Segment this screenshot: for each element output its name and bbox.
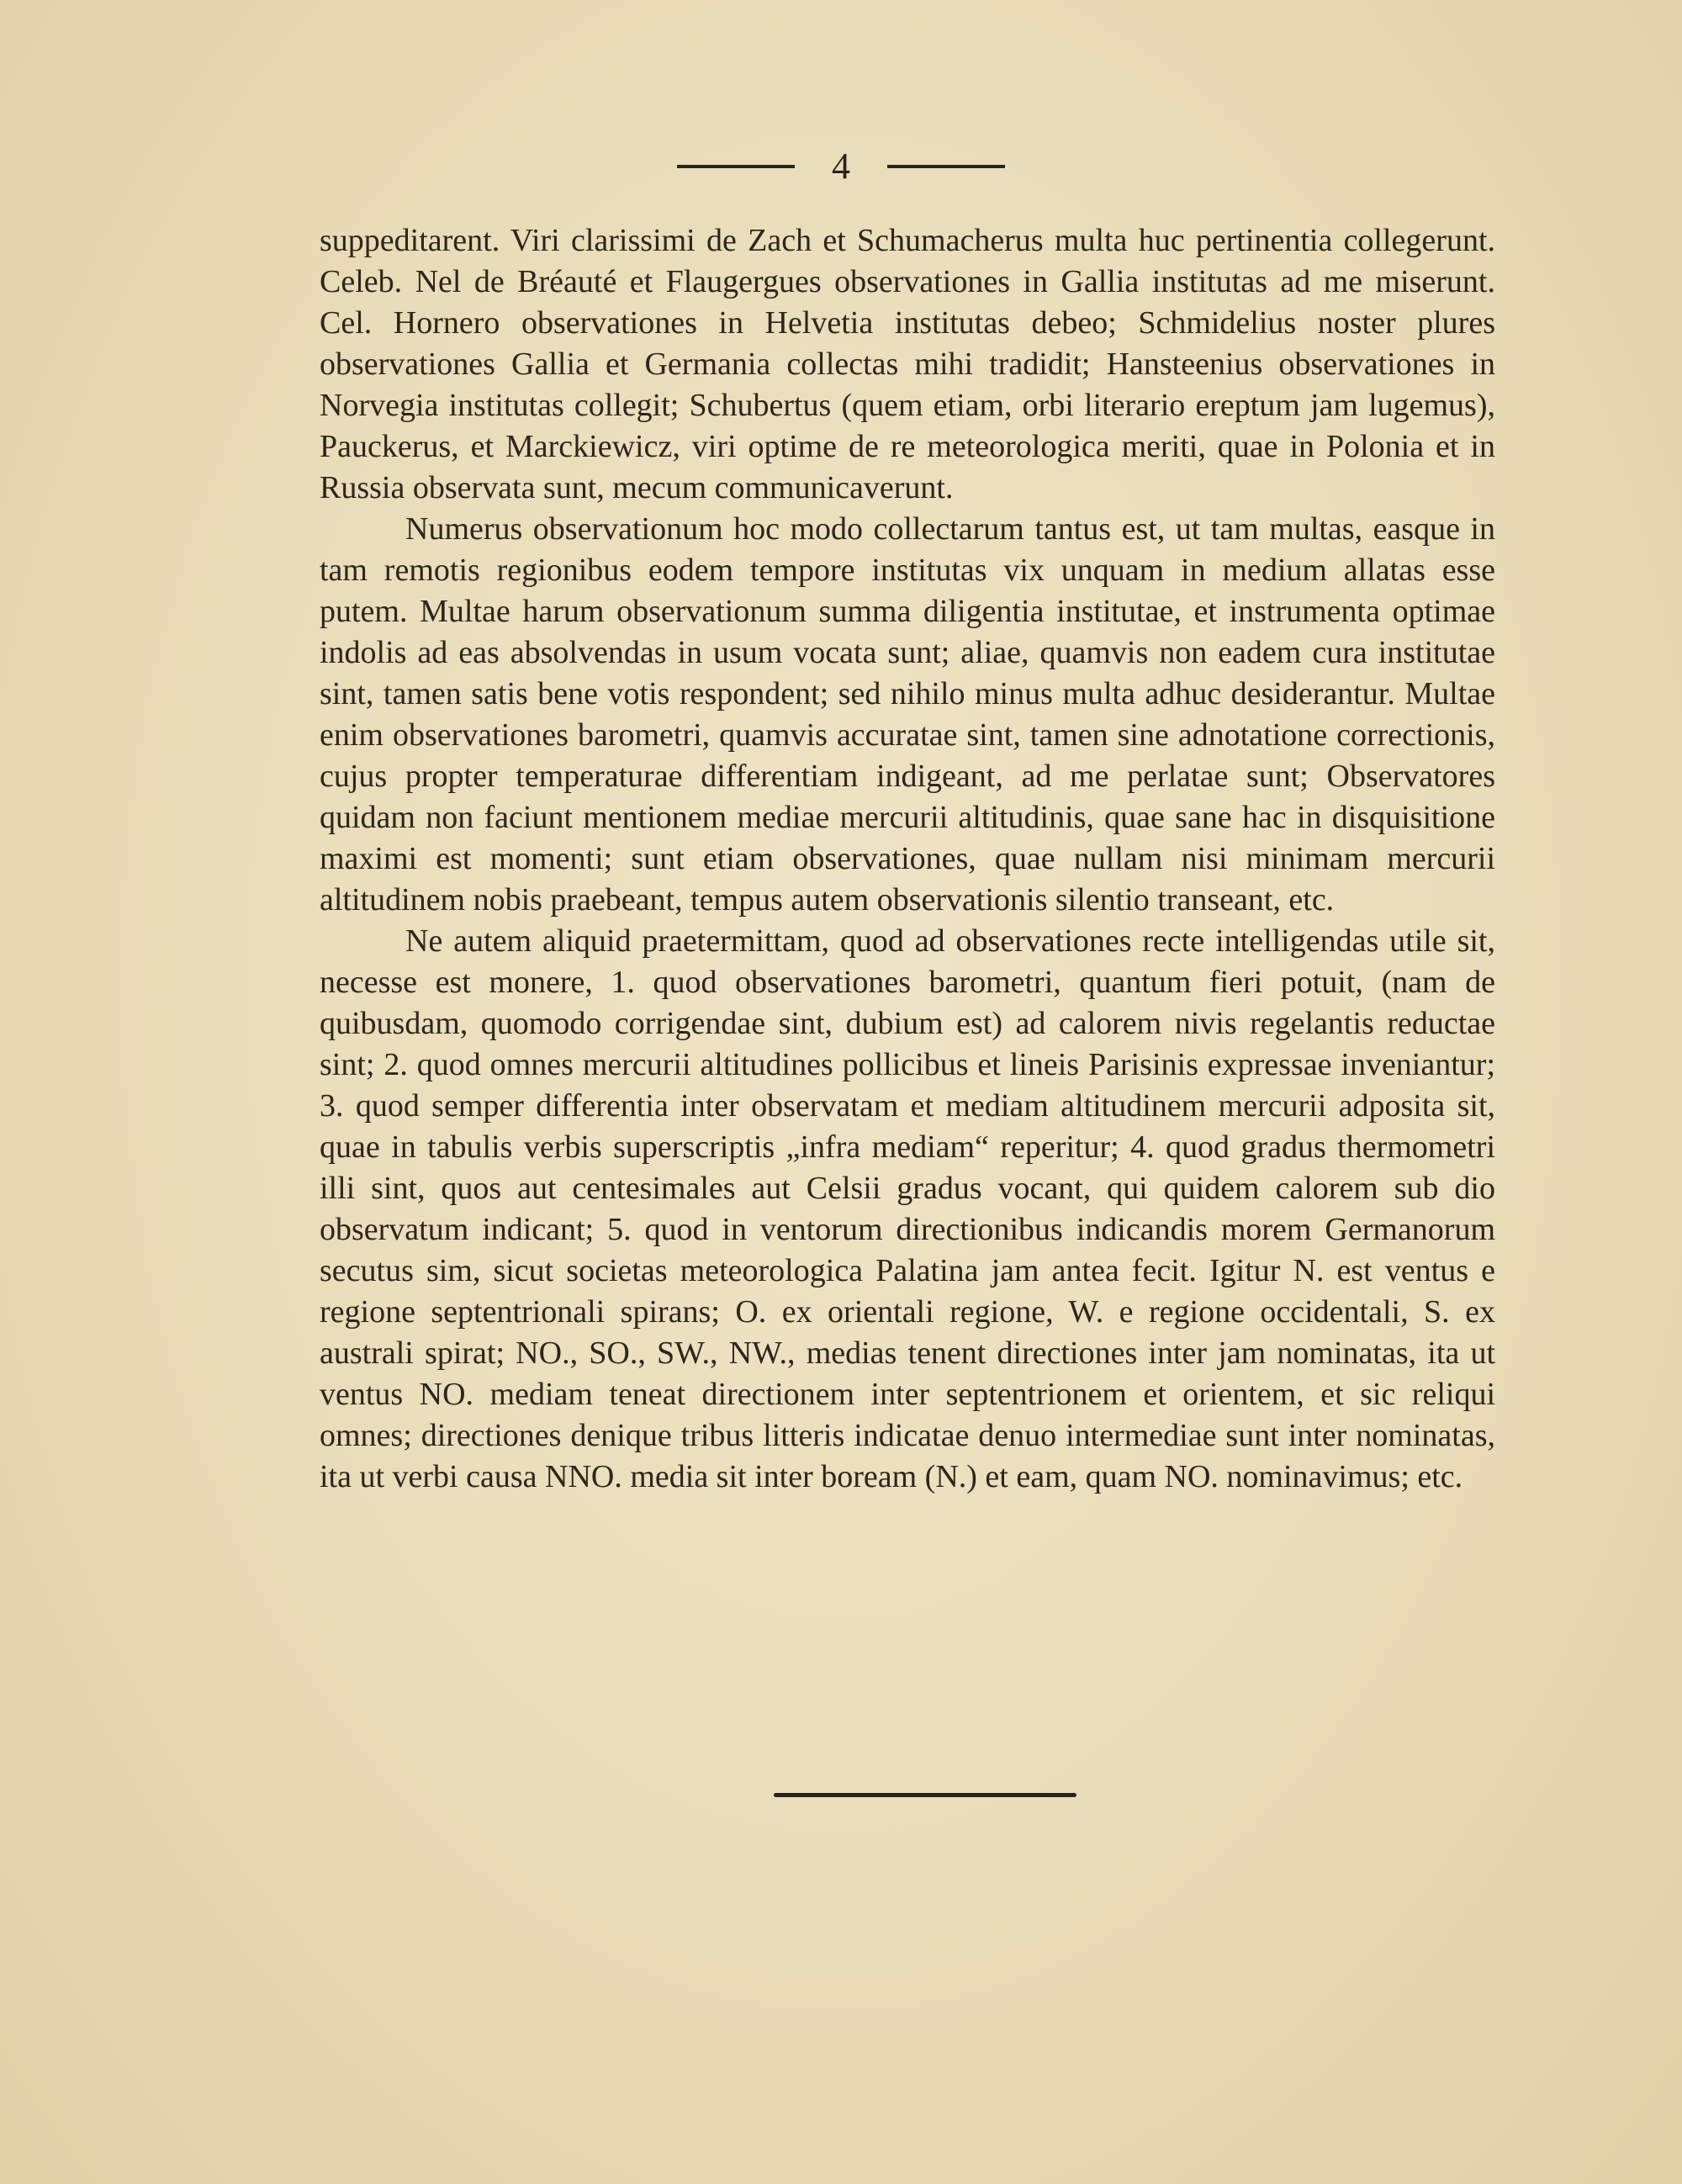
page-number: 4 xyxy=(832,145,850,187)
paragraph-1: suppeditarent. Viri clarissimi de Zach et Schumacherus multa huc pertinentia collegerunt. Celeb. Nel de Bréauté et Flaugergues observationes in Gallia institutas ad me miserunt. Cel. Hornero observationes in Helvetia institutas debeo; Schmidelius noster plures observationes Gallia et Germania collectas mihi tradidit; Hansteenius observationes in Norvegia institutas collegit; Schubertus (quem etiam, orbi literario ereptum jam lugemus), Pauckerus, et Marckiewicz, viri optime de re meteorologica meriti, quae in Polonia et in Russia observata sunt, mecum communicaverunt. xyxy=(320,223,1495,505)
body-text xyxy=(320,220,1495,1498)
paragraph-2: Numerus observationum hoc modo collectarum tantus est, ut tam multas, easque in tam remotis regionibus eodem tempore institutas vix unquam in medium allatas esse putem. Multae harum observationum summa diligentia institutae, et instrumenta optimae indolis ad eas absolvendas in usum vocata sunt; aliae, quamvis non eadem cura institutae sint, tamen satis bene votis respondent; sed nihilo minus multa adhuc desiderantur. Multae enim observationes barometri, quamvis accuratae sint, tamen sine adnotatione correctionis, cujus propter temperaturae differentiam indigeant, ad me perlatae sunt; Observatores quidam non faciunt mentionem mediae mercurii altitudinis, quae sane hac in disquisitione maximi est momenti; sunt etiam observationes, quae nullam nisi minimam mercurii altitudinem nobis praebeant, tempus autem observationis silentio transeant, etc. xyxy=(320,511,1495,917)
paragraph-3: Ne autem aliquid praetermittam, quod ad observationes recte intelligendas utile sit, necesse est monere, 1. quod observationes barometri, quantum fieri potuit, (nam de quibusdam, quomodo corrigendae sint, dubium est) ad calorem nivis regelantis reductae sint; 2. quod omnes mercurii altitudines pollicibus et lineis Parisinis expressae inveniantur; 3. quod semper differentia inter observatam et mediam altitudinem mercurii adposita sit, quae in tabulis verbis superscriptis „infra mediam“ reperitur; 4. quod gradus thermometri illi sint, quos aut centesimales aut Celsii gradus vocant, qui quidem calorem sub dio observatum indicant; 5. quod in ventorum directionibus indicandis morem Germanorum secutus sim, sicut societas meteorologica Palatina jam antea fecit. Igitur N. est ventus e regione septentrionali spirans; O. ex orientali regione, W. e regione occidentali, S. ex australi spirat; NO., SO., SW., NW., medias tenent directiones inter jam nominatas, ita ut ventus NO. mediam teneat directionem inter septentrionem et orientem, et sic reliqui omnes; directiones denique tribus litteris indicatae denuo intermediae sunt inter nominatas, ita ut verbi causa NNO. media sit inter boream (N.) et eam, quam NO. nominavimus; etc. xyxy=(320,923,1495,1494)
header-rule-right xyxy=(887,165,1005,168)
end-rule xyxy=(774,1793,1076,1797)
page-header xyxy=(0,141,1682,192)
header-rule-left xyxy=(677,165,795,168)
